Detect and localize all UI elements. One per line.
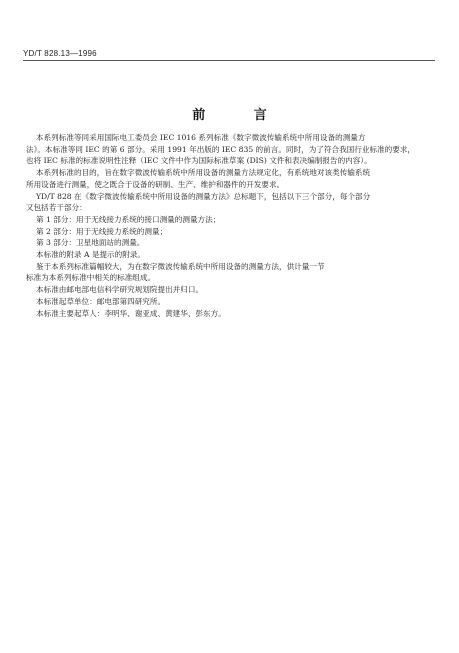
document-code: YD/T 828.13—1996 xyxy=(23,49,97,58)
list-item: 第 2 部分：用于无线接力系统的测量； xyxy=(36,226,168,236)
paragraph-line: 本标准的附录 A 是提示的附录。 xyxy=(36,250,146,260)
paragraph-line: 本标准由邮电部电信科学研究规划院提出并归口。 xyxy=(36,285,204,295)
paragraph-line: 标准为本系列标准中相关的标准组成。 xyxy=(26,273,156,283)
paragraph-line: 也将 IEC 标准的标准说明性注释（IEC 文件中作为国际标准草案 (DIS) 文件和表决编制报告的内容）。 xyxy=(26,156,372,166)
paragraph-line: 本标准主要起草人：李明华、谢亚成、黄建华、彭东方。 xyxy=(36,308,226,318)
paragraph-line: 本系列标准的目的，旨在数字微波传输系统中所用设备的测量方法规定化，有系统地对该类传输系统 xyxy=(36,168,371,178)
paragraph-line: 鉴于本系列标准篇幅较大，为在数字微波传输系统中所用设备的测量方法，供计量一节 xyxy=(36,261,325,271)
paragraph-line: 本系列标准等同采用国际电工委员会 IEC 1016 系列标准《数字微波传输系统中所用设备的测量方 xyxy=(36,133,366,142)
list-item: 第 1 部分：用于无线接力系统的接口测量的测量方法； xyxy=(36,214,221,224)
section-title: 前 言 xyxy=(192,108,289,123)
paragraph-line: 又包括若干部分： xyxy=(26,203,87,213)
paragraph-line: 所用设备进行测量，使之既合于设备的研制、生产、维护和器件的开发要求。 xyxy=(26,179,285,189)
preface-body xyxy=(26,132,436,319)
list-item: 第 3 部分：卫星地面站的测量。 xyxy=(36,238,145,248)
paragraph-line: 法》。本标准等同 IEC 的第 6 部分。采用 1991 年出版的 IEC 835 的前言。同时，为了符合我国行业标准的要求， xyxy=(26,144,416,154)
paragraph-line: 本标准起草单位：邮电部第四研究所。 xyxy=(36,296,166,306)
paragraph-line: YD/T 828 在《数字微波传输系统中所用设备的测量方法》总标题下，包括以下三个部分，每个部分 xyxy=(36,191,371,201)
header-rule xyxy=(23,60,435,61)
